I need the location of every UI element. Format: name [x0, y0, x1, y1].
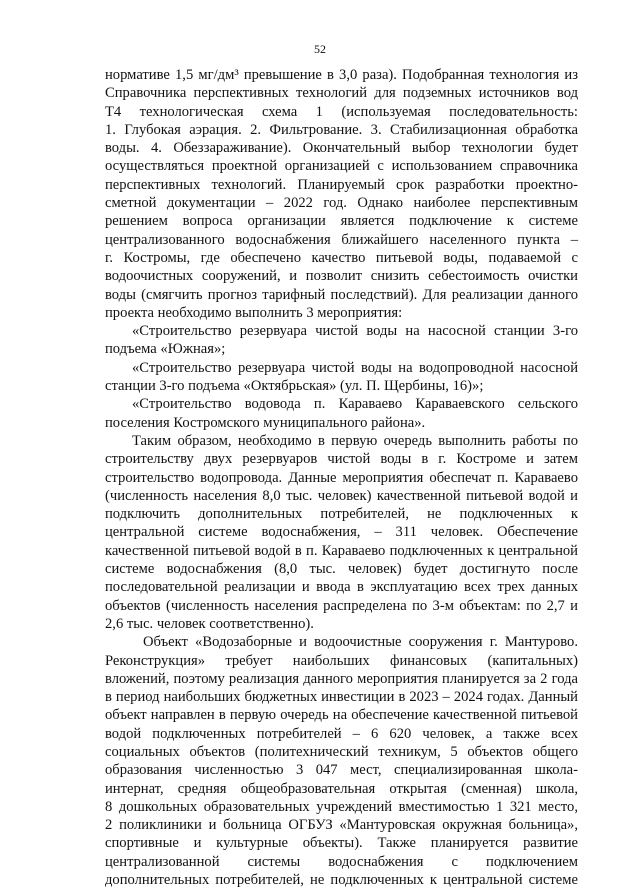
text-line: 2,6 тыс. человек соответственно). — [105, 615, 314, 632]
text-line: качественной питьевой водой в п. Караваево подключенных к центральной — [105, 542, 578, 559]
text-line: 8 дошкольных образовательных учреждений вместимостью 1 321 место, — [105, 798, 578, 815]
page-number: 52 — [314, 42, 326, 56]
text-line: образования численностью 3 047 мест, специализированная школа- — [105, 762, 578, 779]
text-line: объект направлен в первую очередь на обеспечение качественной питьевой — [105, 707, 578, 724]
text-line: строительству двух резервуаров чистой воды в г. Костроме и затем — [105, 451, 578, 468]
text-line: станции 3-го подъема «Октябрьская» (ул. П. Щербины, 16)»; — [105, 378, 484, 395]
text-line: Т4 технологическая схема 1 (используемая последовательность: — [105, 103, 578, 120]
text-line: 2 поликлиники и больница ОГБУЗ «Мантуровская окружная больница», — [105, 817, 578, 834]
text-line: водой подключенных потребителей – 6 620 человек, а также всех — [105, 725, 578, 742]
text-line: «Строительство резервуара чистой воды на водопроводной насосной — [132, 359, 578, 376]
text-line: (численность населения 8,0 тыс. человек) качественной питьевой водой и — [105, 487, 578, 504]
text-line: вложений, поэтому реализация данного мероприятия планируется за 2 года — [105, 670, 578, 687]
text-line: социальных объектов (политехнический техникум, 5 объектов общего — [105, 743, 578, 760]
text-line: последовательной реализации и ввода в эксплуатацию всех трех данных — [105, 579, 578, 596]
text-line: водоочистных сооружений, и позволит снизить себестоимость очистки — [105, 268, 578, 285]
text-line: Объект «Водозаборные и водоочистные сооружения г. Мантурово. — [143, 634, 578, 651]
text-line: строительство водопровода. Данные мероприятия обеспечат п. Караваево — [105, 469, 578, 486]
text-line: поселения Костромского муниципального района». — [105, 414, 426, 431]
text-line: Таким образом, необходимо в первую очередь выполнить работы по — [132, 432, 578, 449]
text-line: объектов (численность населения распределена по 3-м объектам: по 2,7 и — [105, 597, 578, 614]
text-line: подключить дополнительных потребителей, не подключенных к — [105, 506, 578, 523]
text-line: системе водоснабжения (8,0 тыс. человек) будет достигнуто после — [105, 561, 578, 578]
text-line: воды (смягчить прогноз тарифный последствий). Для реализации данного — [105, 286, 578, 303]
text-line: дополнительных потребителей, не подключенных к центральной системе — [105, 872, 578, 889]
text-line: перспективных технологий. Планируемый срок разработки проектно- — [105, 176, 578, 193]
text-line: «Строительство резервуара чистой воды на насосной станции 3-го — [132, 323, 578, 340]
text-line: центральной системе водоснабжения, – 311 человек. Обеспечение — [105, 524, 578, 541]
text-line: централизованного водоснабжения ближайшего населенного пункта – — [105, 231, 578, 248]
text-line: г. Костромы, где обеспечено качество питьевой воды, подаваемой с — [105, 249, 578, 266]
text-line: спортивные и культурные объекты). Также планируется развитие — [105, 835, 578, 852]
text-line: интернат, средняя общеобразовательная открытая (сменная) школа, — [105, 780, 578, 797]
text-line: подъема «Южная»; — [105, 341, 226, 358]
text-line: воды. 4. Обеззараживание). Окончательный выбор технологии будет — [105, 140, 578, 157]
text-line: 1. Глубокая аэрация. 2. Фильтрование. 3. Стабилизационная обработка — [105, 121, 578, 138]
text-line: проекта необходимо выполнить 3 мероприятия: — [105, 304, 403, 321]
text-line: сметной документации – 2022 год. Однако наиболее перспективным — [105, 195, 578, 212]
body-text — [105, 66, 578, 889]
text-line: осуществляться проектной организацией с использованием справочника — [105, 158, 578, 175]
text-line: нормативе 1,5 мг/дм³ превышение в 3,0 раза). Подобранная технология из — [105, 67, 578, 83]
text-line: «Строительство водовода п. Караваево Караваевского сельского — [132, 396, 578, 413]
text-line: централизованной системы водоснабжения с подключением — [105, 853, 578, 870]
text-line: решением вопроса организации является подключение к системе — [105, 213, 578, 230]
text-line: Реконструкция» требует наибольших финансовых (капитальных) — [105, 652, 578, 669]
text-line: в период наибольших бюджетных инвестиции в 2023 – 2024 годах. Данный — [105, 689, 578, 706]
text-line: Справочника перспективных технологий для подземных источников вод — [105, 85, 578, 102]
